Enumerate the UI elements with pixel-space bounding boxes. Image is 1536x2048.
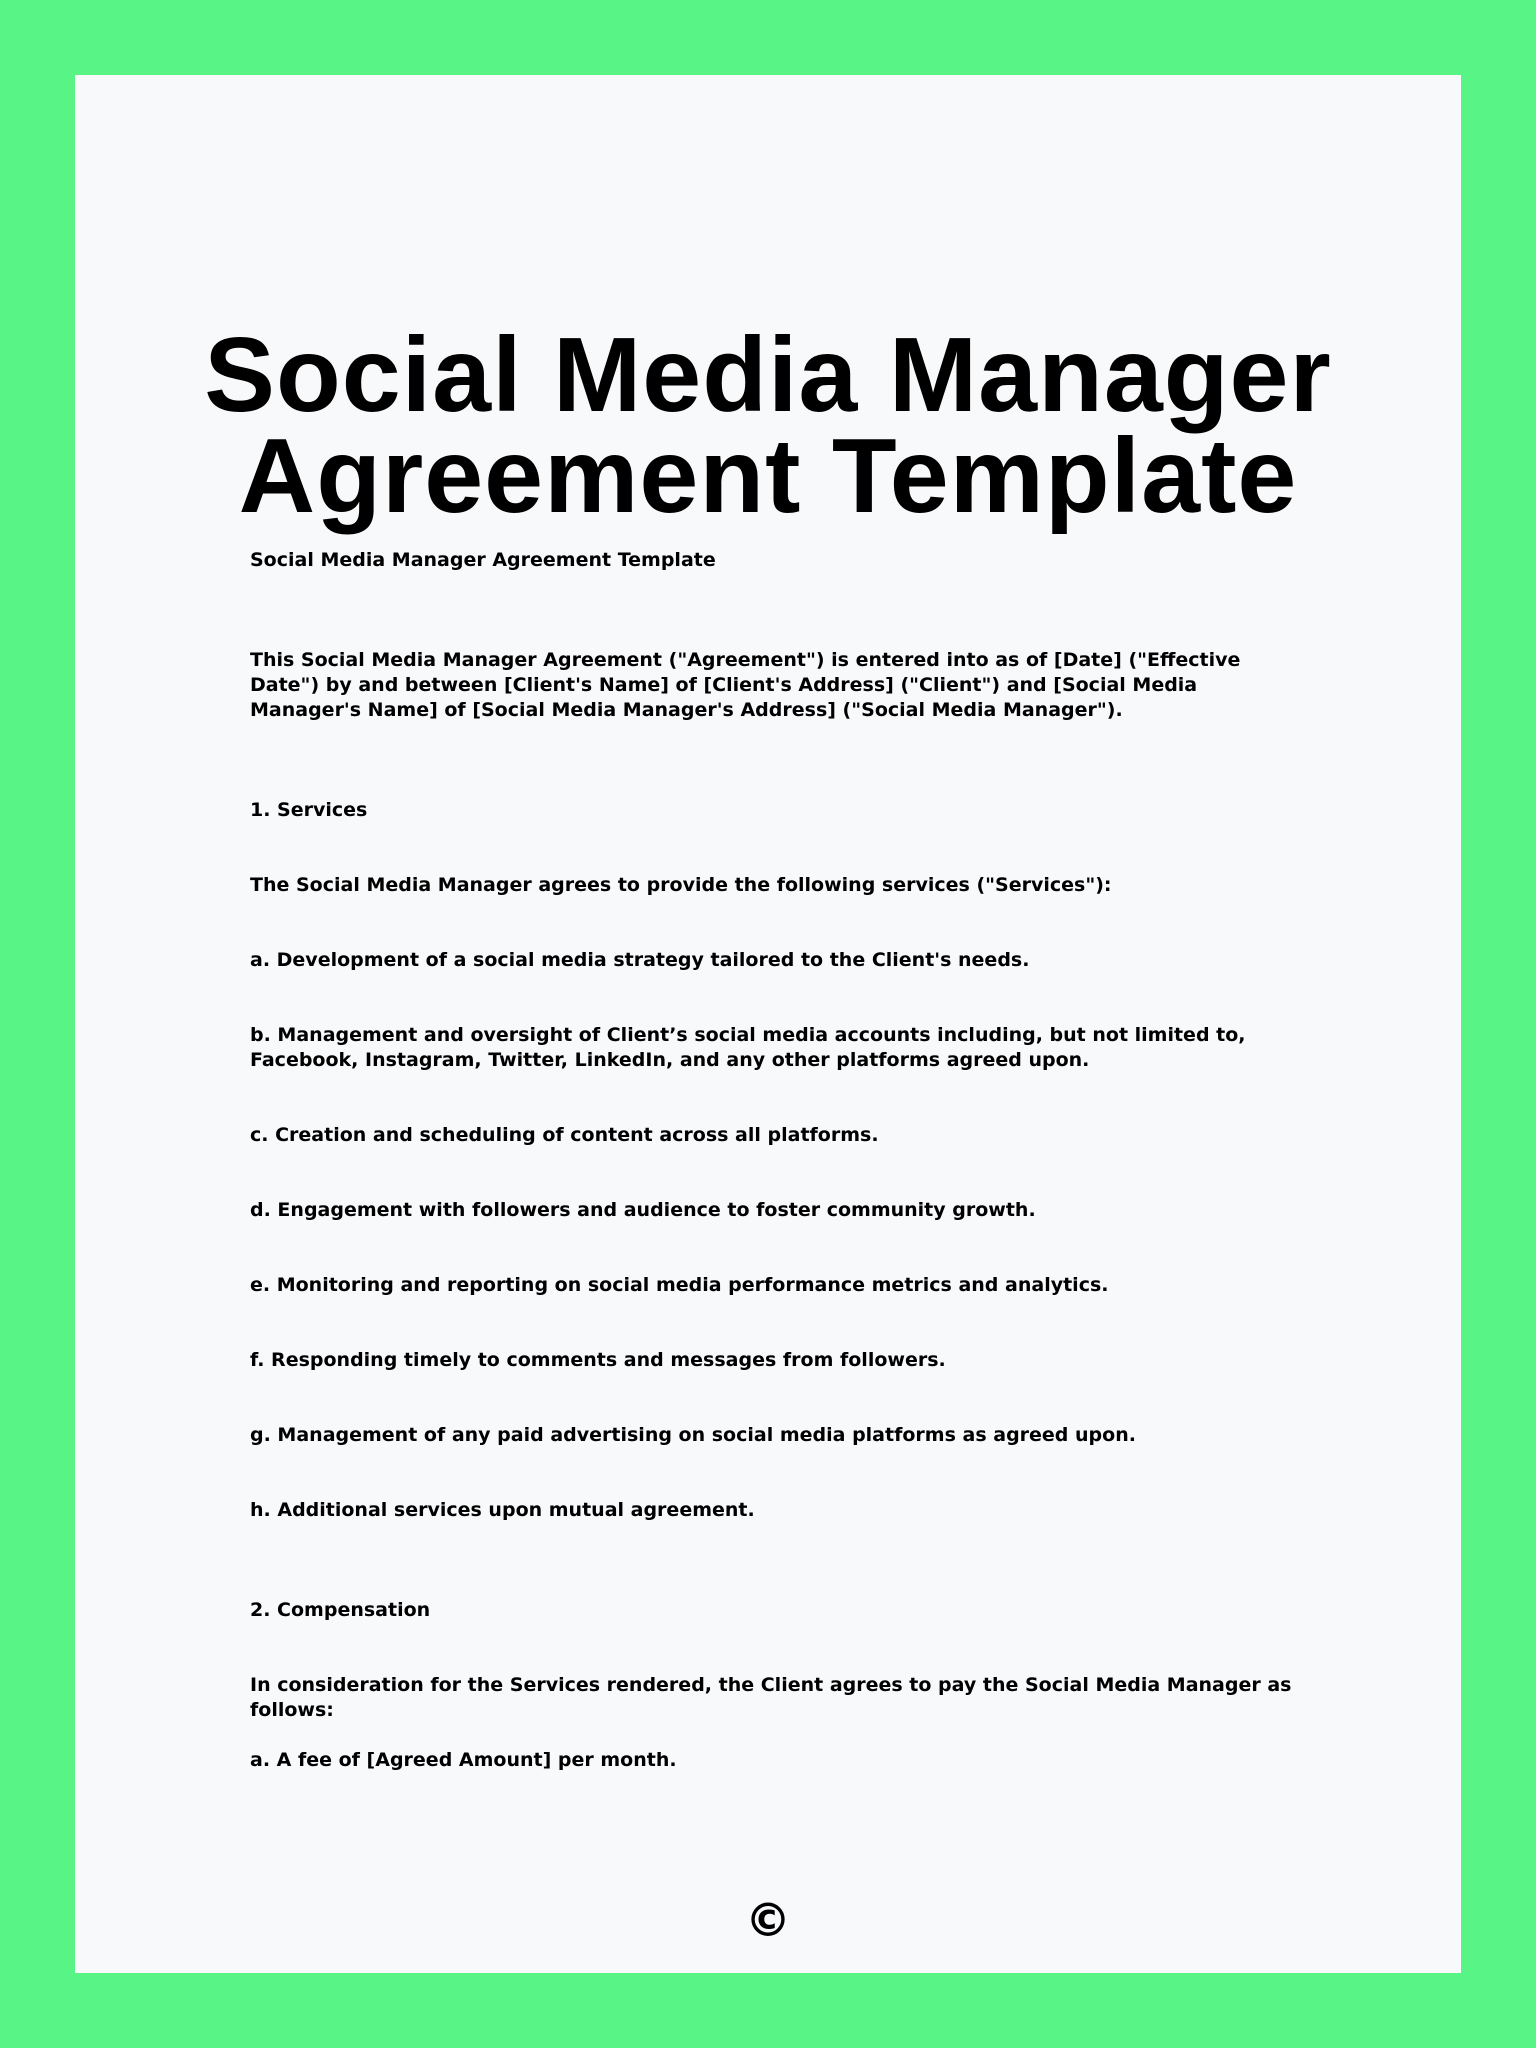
- service-item-d: d. Engagement with followers and audience to foster community growth.: [250, 1199, 1036, 1221]
- section-1-heading: 1. Services: [250, 799, 368, 821]
- document-page: [75, 75, 1461, 1973]
- service-item-f: f. Responding timely to comments and messages from followers.: [250, 1349, 946, 1371]
- intro-paragraph: This Social Media Manager Agreement ("Agreement") is entered into as of [Date] ("Effective Date") by and between [Client's Name] of [Client's Address] ("Client") and [Social Media Manager's Name] of [Social Media Manager's Address] ("Social Media Manager").: [250, 649, 1241, 721]
- title-line-2: Agreement Template: [238, 417, 1298, 535]
- compensation-item-a: a. A fee of [Agreed Amount] per month.: [250, 1749, 677, 1771]
- service-item-h: h. Additional services upon mutual agreement.: [250, 1499, 755, 1521]
- section-2-heading: 2. Compensation: [250, 1599, 431, 1621]
- document-title: [75, 316, 1461, 535]
- section-1-lead: The Social Media Manager agrees to provide the following services ("Services"):: [250, 874, 1112, 896]
- service-item-g: g. Management of any paid advertising on social media platforms as agreed upon.: [250, 1424, 1136, 1446]
- service-item-b: b. Management and oversight of Client’s social media accounts including, but not limited to, Facebook, Instagram, Twitter, LinkedIn, and any other platforms agreed upon.: [250, 1024, 1246, 1071]
- document-subtitle: Social Media Manager Agreement Template: [250, 549, 716, 571]
- title-line-1: Social Media Manager: [204, 316, 1332, 434]
- copyright-icon: ©: [745, 1893, 791, 1947]
- service-item-e: e. Monitoring and reporting on social media performance metrics and analytics.: [250, 1274, 1109, 1296]
- service-item-a: a. Development of a social media strategy tailored to the Client's needs.: [250, 949, 1030, 971]
- section-2-lead: In consideration for the Services rendered, the Client agrees to pay the Social Media Manager as follows:: [250, 1674, 1292, 1721]
- service-item-c: c. Creation and scheduling of content across all platforms.: [250, 1124, 879, 1146]
